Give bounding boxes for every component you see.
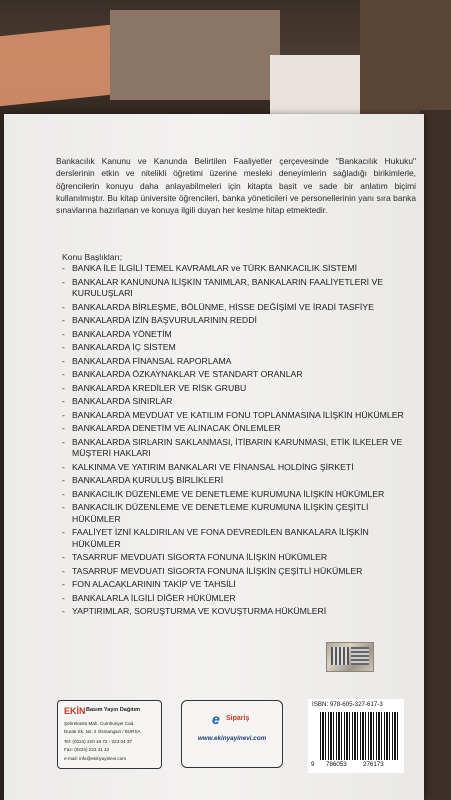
isbn-barcode-box	[308, 699, 404, 773]
bullet-icon: -	[62, 527, 65, 537]
background-book-stack	[110, 10, 280, 100]
topic-label: BANKALARDA SINIRLAR	[72, 396, 173, 406]
publisher-info-box	[57, 700, 162, 769]
background-shelf	[360, 0, 451, 125]
bullet-icon: -	[62, 436, 65, 447]
topic-item	[62, 277, 417, 300]
publisher-logo: EKİN	[64, 706, 86, 716]
bullet-icon: -	[62, 263, 65, 273]
bullet-icon: -	[62, 328, 65, 339]
topic-item	[62, 437, 417, 460]
bullet-icon: -	[62, 592, 65, 603]
publisher-address-2: Durak Sk. No: 2 Osmangazi / BURSA	[64, 729, 141, 734]
publisher-phone: Tel: (0224) 220 16 72 - 223 04 37	[64, 739, 132, 744]
topic-label: BANKALARDA ÖZKAYNAKLAR VE STANDART ORANLAR	[72, 369, 303, 379]
publisher-fax: Fax: (0224) 223 41 12	[64, 747, 110, 752]
hologram-sticker	[326, 642, 374, 672]
topic-item	[62, 423, 417, 435]
bullet-icon: -	[62, 396, 65, 406]
topic-label: FAALİYET İZNİ KALDIRILAN VE FONA DEVREDİLEN BANKALARA İLİŞKİN HÜKÜMLER	[72, 527, 369, 549]
bullet-icon: -	[62, 315, 65, 325]
barcode-icon	[320, 712, 400, 760]
bullet-icon: -	[62, 502, 65, 512]
bullet-icon: -	[62, 565, 65, 576]
topic-item	[62, 462, 417, 474]
publisher-address-1: Şehreküstü Mah. Cumhuriyet Cad.	[64, 721, 135, 726]
topic-item	[62, 369, 417, 381]
barcode-right-group: 276173	[363, 761, 384, 768]
topic-label: BANKA İLE İLGİLİ TEMEL KAVRAMLAR ve TÜRK BANKACILIK SİSTEMİ	[72, 263, 358, 273]
bullet-icon: -	[62, 488, 65, 499]
publisher-name: Basım Yayın Dağıtım	[86, 707, 141, 713]
topic-label: BANKALARDA SIRLARIN SAKLANMASI, İTİBARIN KARUNMASI, ETİK İLKELER VE MÜŞTERİ HAKLARI	[72, 436, 403, 458]
topic-label: YAPTIRIMLAR, SORUŞTURMA VE KOVUŞTURMA HÜKÜMLERİ	[72, 606, 327, 616]
topic-item	[62, 475, 417, 487]
topic-item	[62, 342, 417, 354]
topic-item	[62, 593, 417, 605]
topic-item	[62, 263, 417, 275]
bullet-icon: -	[62, 579, 65, 589]
topic-label: TASARRUF MEVDUATI SİGORTA FONUNA İLİŞKİN ÇEŞİTLİ HÜKÜMLER	[72, 565, 363, 576]
bullet-icon: -	[62, 276, 65, 287]
topic-item	[62, 527, 417, 550]
topic-label: BANKALARDA KREDİLER VE RİSK GRUBU	[72, 382, 247, 393]
topic-label: BANKALAR KANUNUNA İLİŞKİN TANIMLAR, BANKALARIN FAALİYETLERİ VE KURULUŞLARI	[72, 276, 384, 298]
topic-label: BANKALARDA YÖNETİM	[72, 328, 172, 339]
topic-item	[62, 329, 417, 341]
bullet-icon: -	[62, 301, 65, 312]
topic-label: BANKALARLA İLGİLİ DİĞER HÜKÜMLER	[72, 592, 236, 603]
barcode-left-group: 786053	[326, 761, 347, 768]
topic-label: BANKALARDA BİRLEŞME, BÖLÜNME, HİSSE DEĞİŞİMİ VE İRADİ TASFİYE	[72, 301, 374, 312]
topic-label: BANKALARDA MEVDUAT VE KATILIM FONU TOPLANMASINA İLİŞKİN HÜKÜMLER	[72, 409, 404, 420]
bullet-icon: -	[62, 475, 65, 485]
bullet-icon: -	[62, 342, 65, 352]
bullet-icon: -	[62, 409, 65, 420]
order-url: www.ekinyayinevi.com	[197, 735, 267, 742]
topic-item	[62, 579, 417, 591]
topics-heading: Konu Başlıkları;	[62, 252, 123, 262]
bullet-icon: -	[62, 606, 65, 616]
topic-item	[62, 356, 417, 368]
topic-item	[62, 489, 417, 501]
topic-label: TASARRUF MEVDUATI SİGORTA FONUNA İLİŞKİN HÜKÜMLER	[72, 552, 328, 562]
topic-item	[62, 410, 417, 422]
topic-label: BANKACILIK DÜZENLEME VE DENETLEME KURUMUNA İLİŞKİN ÇEŞİTLİ HÜKÜMLER	[72, 502, 369, 524]
background-orange-box	[0, 24, 120, 107]
topic-label: BANKALARDA DENETİM VE ALINACAK ÖNLEMLER	[72, 423, 281, 433]
topic-item	[62, 552, 417, 564]
barcode-digit: 9	[311, 761, 315, 768]
order-label: Sipariş	[226, 715, 250, 722]
topic-item	[62, 302, 417, 314]
background-right-edge	[420, 110, 451, 800]
qr-code-icon	[331, 647, 349, 665]
topic-label: BANKACILIK DÜZENLEME VE DENETLEME KURUMUNA İLİŞKİN HÜKÜMLER	[72, 488, 385, 499]
bullet-icon: -	[62, 423, 65, 433]
topic-item	[62, 606, 417, 618]
topic-item	[62, 315, 417, 327]
isbn-number: ISBN: 978-605-327-617-3	[312, 701, 383, 708]
topic-item	[62, 502, 417, 525]
bullet-icon: -	[62, 369, 65, 379]
bullet-icon: -	[62, 382, 65, 393]
topic-label: BANKALARDA İÇ SİSTEM	[72, 342, 176, 352]
topic-label: BANKALARDA KURULUŞ BİRLİKLERİ	[72, 475, 224, 485]
order-logo-icon: e	[212, 711, 220, 727]
topic-label: BANKALARDA İZİN BAŞVURULARININ REDDİ	[72, 315, 257, 325]
order-website-box	[181, 700, 283, 768]
topic-label: FON ALACAKLARININ TAKİP VE TAHSİLİ	[72, 579, 236, 589]
topic-label: BANKALARDA FİNANSAL RAPORLAMA	[72, 355, 232, 366]
publisher-email: e-mail: info@ekinyayinevi.com	[64, 756, 127, 761]
topic-label: KALKINMA VE YATIRIM BANKALARI VE FİNANSAL HOLDİNG ŞİRKETİ	[72, 461, 354, 472]
security-pattern-icon	[351, 647, 369, 665]
topic-item	[62, 566, 417, 578]
topics-list	[62, 263, 417, 620]
bullet-icon: -	[62, 355, 65, 366]
book-description: Bankacılık Kanunu ve Kanunda Belirtilen Faaliyetler çerçevesinde "Bankacılık Hukuku" derslerinin etkin ve nitelikli öğretimi üzerine mesleki deneyimlerin sağladığı birikimlerle, öğrencilerin konuyu daha anlayabilmeleri için kitapta basit ve sade bir anlatım biçimi kullanılmıştır. Bu kitap üniversite öğrencileri, banka yöneticileri ve personellerinin yanı sıra banka sınavlarına hazırlanan ve konuya ilgili duyan her kesime hitap etmektedir.	[56, 156, 416, 216]
bullet-icon: -	[62, 552, 65, 562]
bullet-icon: -	[62, 461, 65, 472]
topic-item	[62, 396, 417, 408]
topic-item	[62, 383, 417, 395]
